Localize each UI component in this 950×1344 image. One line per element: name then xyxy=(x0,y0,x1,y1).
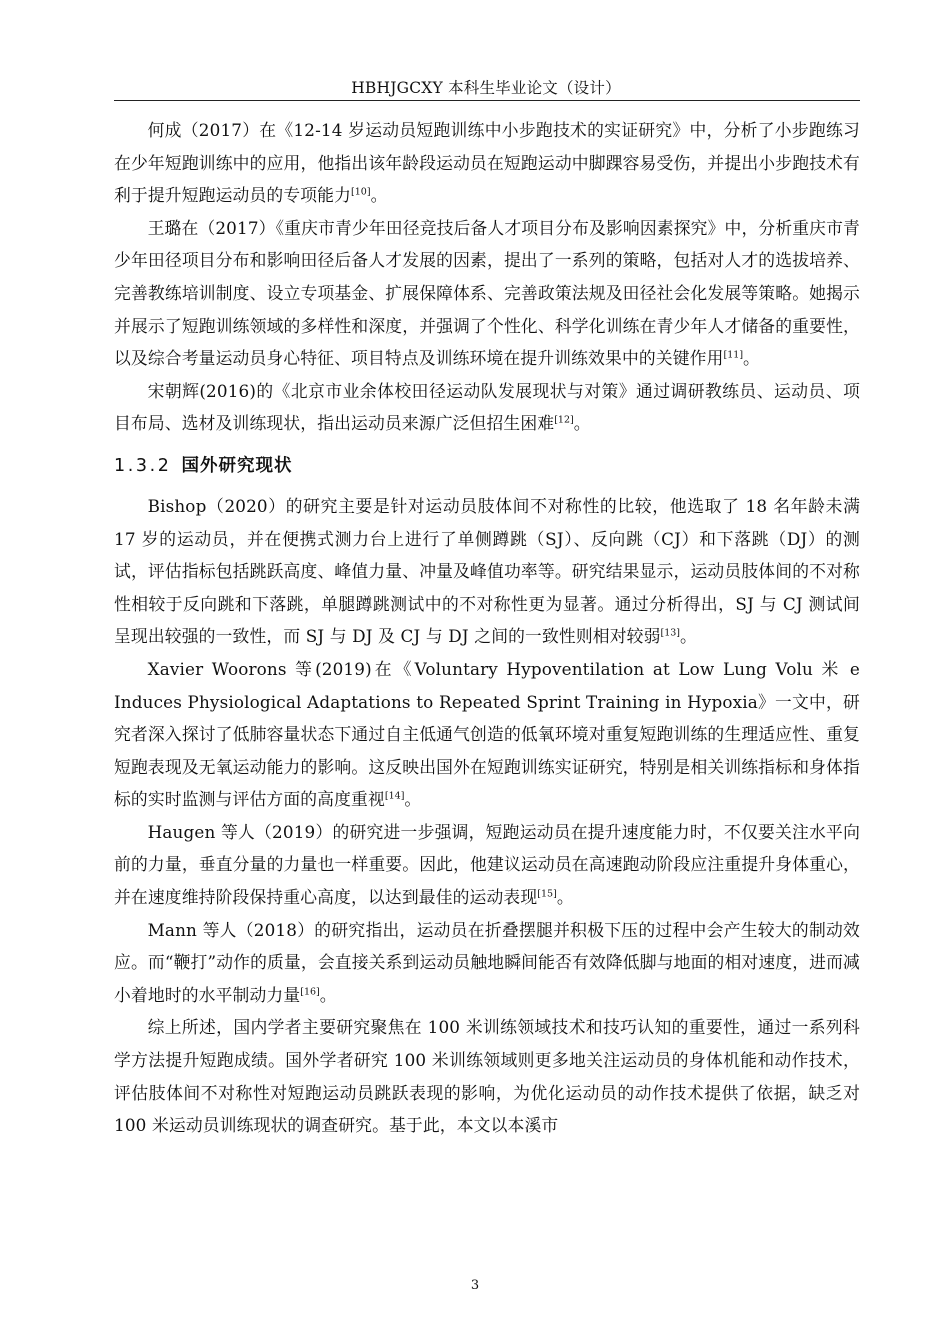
citation: [15] xyxy=(537,888,557,900)
section-title: 国外研究现状 xyxy=(181,455,293,476)
citation: [13] xyxy=(660,627,681,639)
body-content xyxy=(114,114,860,1142)
citation: [16] xyxy=(300,986,320,998)
paragraph: Xavier Woorons 等(2019)在《Voluntary Hypoventilation at Low Lung Volu 米 e Induces Physiological Adaptations to Repeated Sprint Training in Hypoxia》一文中，研究者深入探讨了低肺容量状态下通过自主低通气创造的低氧环境对重复短跑训练的生理适应性、重复短跑表现及无氧运动能力的影响。这反映出国外在短跑训练实证研究，特别是相关训练指标和身体指标的实时监测与评估方面的高度重视[14]。 xyxy=(114,658,860,810)
page-number: 3 xyxy=(470,1278,480,1293)
citation: [10] xyxy=(351,186,371,198)
citation: [11] xyxy=(723,349,744,361)
paragraph: 综上所述，国内学者主要研究聚焦在 100 米训练领域技术和技巧认知的重要性，通过一系列科学方法提升短跑成绩。国外学者研究 100 米训练领域则更多地关注运动员的身体机能和动作技术，评估肢体间不对称性对短跑运动员跳跃表现的影响，为优化运动员的动作技术提供了依据，缺乏对 100 米运动员训练现状的调查研究。基于此，本文以本溪市 xyxy=(114,1017,860,1136)
paragraph: 宋朝辉(2016)的《北京市业余体校田径运动队发展现状与对策》通过调研教练员、运动员、项目布局、选材及训练现状，指出运动员来源广泛但招生困难[12]。 xyxy=(114,380,860,434)
citation: [14] xyxy=(384,790,405,802)
citation: [12] xyxy=(554,414,574,426)
paragraph: Mann 等人（2018）的研究指出，运动员在折叠摆腿并积极下压的过程中会产生较大的制动效应。而“鞭打”动作的质量，会直接关系到运动员触地瞬间能否有效降低脚与地面的相对速度，进而减小着地时的水平制动力量[16]。 xyxy=(114,919,860,1005)
header-rule xyxy=(114,100,860,101)
page-header: HBHJGCXY 本科生毕业论文（设计） xyxy=(351,79,621,97)
section-number: 1.3.2 xyxy=(114,455,172,476)
paragraph: Haugen 等人（2019）的研究进一步强调，短跑运动员在提升速度能力时，不仅要关注水平向前的力量，垂直分量的力量也一样重要。因此，他建议运动员在高速跑动阶段应注重提升身体重心，并在速度维持阶段保持重心高度，以达到最佳的运动表现[15]。 xyxy=(114,821,860,908)
paragraph: Bishop（2020）的研究主要是针对运动员肢体间不对称性的比较，他选取了 18 名年龄未满 17 岁的运动员，并在便携式测力台上进行了单侧蹲跳（SJ）、反向跳（CJ）和下落跳（DJ）的测试，评估指标包括跳跃高度、峰值力量、冲量及峰值功率等。研究结果显示，运动员肢体间的不对称性相较于反向跳和下落跳，单腿蹲跳测试中的不对称性更为显著。通过分析得出，SJ 与 CJ 测试间呈现出较强的一致性，而 SJ 与 DJ 及 CJ 与 DJ 之间的一致性则相对较弱[13]。 xyxy=(114,495,860,647)
paragraph: 何成（2017）在《12-14 岁运动员短跑训练中小步跑技术的实证研究》中，分析了小步跑练习在少年短跑训练中的应用，他指出该年龄段运动员在短跑运动中脚踝容易受伤，并提出小步跑技术有利于提升短跑运动员的专项能力[10]。 xyxy=(114,120,860,206)
section-heading xyxy=(114,440,860,490)
paragraph: 王璐在（2017）《重庆市青少年田径竞技后备人才项目分布及影响因素探究》中，分析重庆市青少年田径项目分布和影响田径后备人才发展的因素，提出了一系列的策略，包括对人才的选拔培养、完善教练培训制度、设立专项基金、扩展保障体系、完善政策法规及田径社会化发展等策略。她揭示并展示了短跑训练领域的多样性和深度，并强调了个性化、科学化训练在青少年人才储备的重要性，以及综合考量运动员身心特征、项目特点及训练环境在提升训练效果中的关键作用[11]。 xyxy=(114,217,860,369)
